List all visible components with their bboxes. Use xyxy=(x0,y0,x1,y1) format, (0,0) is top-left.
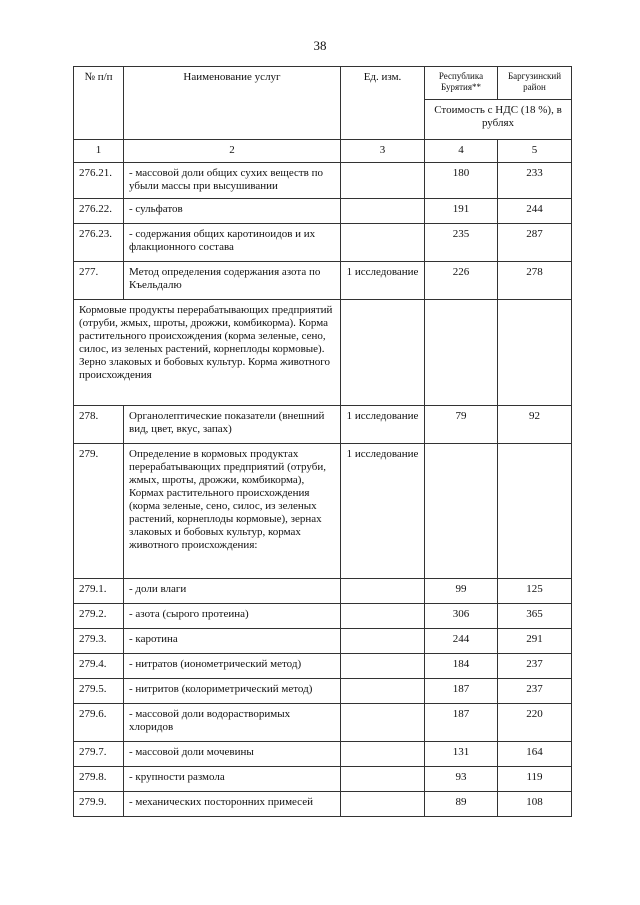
unit xyxy=(341,224,425,262)
row-number: 279.6. xyxy=(74,704,124,742)
header-service-name: Наименование услуг xyxy=(124,67,341,140)
column-number: 5 xyxy=(498,140,572,163)
service-name: - массовой доли общих сухих веществ по убыли массы при высушивании xyxy=(124,163,341,199)
row-number: 277. xyxy=(74,262,124,300)
header-price-caption: Стоимость с НДС (18 %), в рублях xyxy=(425,100,572,140)
table-row xyxy=(74,679,572,704)
unit: 1 исследование xyxy=(341,444,425,579)
table-row xyxy=(74,792,572,817)
service-name: - механических посторонних примесей xyxy=(124,792,341,817)
unit xyxy=(341,654,425,679)
price-republic xyxy=(425,444,498,579)
table-row xyxy=(74,604,572,629)
section-row xyxy=(74,300,572,406)
price-district xyxy=(498,444,572,579)
empty-cell xyxy=(341,300,425,406)
price-district: 108 xyxy=(498,792,572,817)
row-number: 279. xyxy=(74,444,124,579)
column-number: 4 xyxy=(425,140,498,163)
row-number: 279.5. xyxy=(74,679,124,704)
price-republic: 306 xyxy=(425,604,498,629)
price-republic: 131 xyxy=(425,742,498,767)
row-number: 279.8. xyxy=(74,767,124,792)
service-name: - массовой доли водорастворимых хлоридов xyxy=(124,704,341,742)
services-price-table xyxy=(73,66,572,817)
price-district: 164 xyxy=(498,742,572,767)
service-name: - нитритов (колориметрический метод) xyxy=(124,679,341,704)
row-number: 279.1. xyxy=(74,579,124,604)
price-district: 287 xyxy=(498,224,572,262)
section-title: Кормовые продукты перерабатывающих предприятий (отруби, жмых, шроты, дрожжи, комбикорма). Корма растительного происхождения (корма зеленые, сено, силос, из зеленых растений, корнеплоды кормовые). Зерно злаковых и бобовых культур. Корма животного происхождения xyxy=(74,300,341,406)
service-name: - крупности размола xyxy=(124,767,341,792)
unit xyxy=(341,199,425,224)
empty-cell xyxy=(498,300,572,406)
price-republic: 226 xyxy=(425,262,498,300)
service-name: - азота (сырого протеина) xyxy=(124,604,341,629)
unit xyxy=(341,579,425,604)
unit xyxy=(341,792,425,817)
table-row xyxy=(74,444,572,579)
unit: 1 исследование xyxy=(341,262,425,300)
price-republic: 89 xyxy=(425,792,498,817)
price-district: 119 xyxy=(498,767,572,792)
price-republic: 99 xyxy=(425,579,498,604)
row-number: 276.22. xyxy=(74,199,124,224)
table-row xyxy=(74,742,572,767)
row-number: 276.21. xyxy=(74,163,124,199)
price-republic: 79 xyxy=(425,406,498,444)
price-republic: 187 xyxy=(425,679,498,704)
table-row xyxy=(74,199,572,224)
table-row xyxy=(74,163,572,199)
row-number: 276.23. xyxy=(74,224,124,262)
service-name: - содержания общих каротиноидов и их флакционного состава xyxy=(124,224,341,262)
unit xyxy=(341,704,425,742)
column-number: 2 xyxy=(124,140,341,163)
price-district: 125 xyxy=(498,579,572,604)
service-name: - массовой доли мочевины xyxy=(124,742,341,767)
table-row xyxy=(74,767,572,792)
service-name: Определение в кормовых продуктах перерабатывающих предприятий (отруби, жмых, шроты, дрожжи, комбикорма), Кормах растительного происхождения (корма зеленые, сено, силос, из зеленых растений, корнеплоды кормовые), зернах злаковых и бобовых культур, кормах животного происхождения: xyxy=(124,444,341,579)
unit xyxy=(341,629,425,654)
column-numbers-row xyxy=(74,140,572,163)
row-number: 279.3. xyxy=(74,629,124,654)
unit: 1 исследование xyxy=(341,406,425,444)
unit xyxy=(341,767,425,792)
price-republic: 180 xyxy=(425,163,498,199)
price-district: 92 xyxy=(498,406,572,444)
table-row xyxy=(74,406,572,444)
price-district: 365 xyxy=(498,604,572,629)
column-number: 3 xyxy=(341,140,425,163)
service-name: Метод определения содержания азота по Къельдалю xyxy=(124,262,341,300)
column-number: 1 xyxy=(74,140,124,163)
table-row xyxy=(74,654,572,679)
row-number: 279.4. xyxy=(74,654,124,679)
price-district: 244 xyxy=(498,199,572,224)
header-barguzin-district: Баргузинский район xyxy=(498,67,572,100)
unit xyxy=(341,163,425,199)
table-row xyxy=(74,224,572,262)
unit xyxy=(341,604,425,629)
price-republic: 187 xyxy=(425,704,498,742)
price-republic: 93 xyxy=(425,767,498,792)
service-name: Органолептические показатели (внешний вид, цвет, вкус, запах) xyxy=(124,406,341,444)
table-row xyxy=(74,629,572,654)
price-republic: 184 xyxy=(425,654,498,679)
price-district: 291 xyxy=(498,629,572,654)
price-district: 278 xyxy=(498,262,572,300)
page-number: 38 xyxy=(313,38,327,53)
table-row xyxy=(74,704,572,742)
empty-cell xyxy=(425,300,498,406)
table-row xyxy=(74,579,572,604)
header-unit: Ед. изм. xyxy=(341,67,425,140)
unit xyxy=(341,742,425,767)
row-number: 279.7. xyxy=(74,742,124,767)
table-row xyxy=(74,262,572,300)
price-district: 233 xyxy=(498,163,572,199)
row-number: 278. xyxy=(74,406,124,444)
service-name: - нитратов (ионометрический метод) xyxy=(124,654,341,679)
price-republic: 244 xyxy=(425,629,498,654)
row-number: 279.9. xyxy=(74,792,124,817)
row-number: 279.2. xyxy=(74,604,124,629)
price-district: 237 xyxy=(498,679,572,704)
service-name: - доли влаги xyxy=(124,579,341,604)
price-district: 220 xyxy=(498,704,572,742)
service-name: - каротина xyxy=(124,629,341,654)
price-republic: 235 xyxy=(425,224,498,262)
header-republic-buryatia: Республика Бурятия** xyxy=(425,67,498,100)
price-district: 237 xyxy=(498,654,572,679)
header-number: № п/п xyxy=(74,67,124,140)
unit xyxy=(341,679,425,704)
service-name: - сульфатов xyxy=(124,199,341,224)
price-republic: 191 xyxy=(425,199,498,224)
